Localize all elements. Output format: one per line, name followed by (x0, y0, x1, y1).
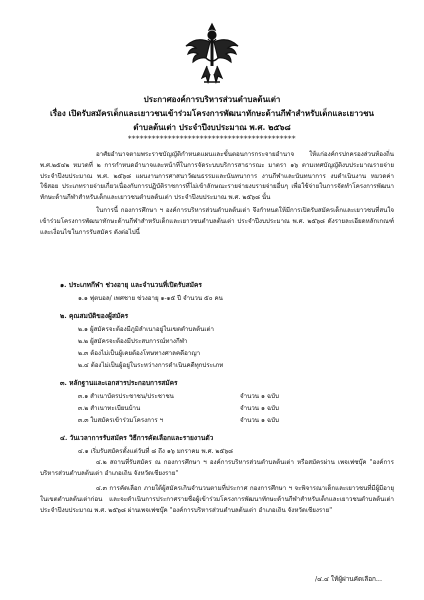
section-3-item-2: ๓.๒ สำเนาทะเบียนบ้าน (78, 405, 141, 412)
section-4-item-2: ๔.๒ สถานที่รับสมัคร ณ กองการศึกษา ฯ องค์การบริหารส่วนตำบลต้นเต่า หรือสมัครผ่าน เพจเฟซบุ๊ค "องค์การบริหารส่วนตำบลต้นเต่า อำเภอเถิน จังหวัดเชียงราย" (40, 459, 394, 477)
continued-on-next-page: /๔.๔ ให้ผู้ผ่านคัดเลือก... (315, 575, 382, 583)
section-2-item-1: ๒.๑ ผู้สมัครจะต้องมีภูมิลำเนาอยู่ในเขตตำบลต้นเต่า (78, 326, 214, 333)
subdistrict-year-line: ตำบลต้นเต่า ประจำปีงบประมาณ พ.ศ. ๒๕๖๘ (133, 122, 291, 132)
section-3-item-3-qty: จำนวน ๑ ฉบับ (240, 417, 279, 424)
section-2-item-2: ๒.๒ ผู้สมัครจะต้องมีประสบการณ์ทางกีฬา (78, 338, 188, 345)
section-4-heading: ๔. วันเวลาการรับสมัคร วิธีการคัดเลือกและรายงานตัว (60, 434, 214, 442)
subject-line: เรื่อง เปิดรับสมัครเด็กและเยาวชนเข้าร่วมโครงการพัฒนาทักษะด้านกีฬาสำหรับเด็กและเยาวชน (50, 108, 374, 118)
section-1-heading: ๑. ประเภทกีฬา ช่วงอายุ และจำนวนที่เปิดรับสมัคร (60, 281, 202, 289)
intro-paragraph-1: อาศัยอำนาจตามพระราชบัญญัติกำหนดแผนและขั้นตอนการกระจายอำนาจ ให้แก่องค์กรปกครองส่วนท้องถิ่น พ.ศ.๒๕๔๒ หมวดที่ ๒ การกำหนดอำนาจและหน้าที่ในการจัดระบบบริการสาธารณะ มาตรา ๑๖ ตามเทศบัญญัติงบประมาณรายจ่ายประจำปีงบประมาณ พ.ศ. ๒๕๖๘ แผนงานการศาสนาวัฒนธรรมและนันทนาการ งานกีฬาและนันทนาการ งบดำเนินงาน หมวดค่าใช้สอย ประเภทรายจ่ายเกี่ยวเนื่องกับการปฏิบัติราชการที่ไม่เข้าลักษณะรายจ่ายงบรายจ่ายอื่นๆ เพื่อใช้จ่ายในการจัดทำโครงการพัฒนาทักษะด้านกีฬาสำหรับเด็กและเยาวชนตำบลต้นเต่า ประจำปีงบประมาณ พ.ศ. ๒๕๖๘ นั้น (40, 151, 394, 202)
section-3-heading: ๓. หลักฐานและเอกสารประกอบการสมัคร (60, 379, 178, 387)
section-2-item-4: ๒.๔ ต้องไม่เป็นผู้อยู่ในระหว่างการดำเนินคดีทุกประเภท (78, 362, 224, 369)
announcement-title (0, 92, 424, 144)
intro-paragraph-2: ในการนี้ กองการศึกษา ฯ องค์การบริหารส่วนตำบลต้นเต่า จึงกำหนดให้มีการเปิดรับสมัครเด็กและเยาวชนที่สนใจเข้าร่วมโครงการพัฒนาทักษะด้านกีฬาสำหรับเด็กและเยาวชนตำบลต้นเต่า ประจำปีงบประมาณ พ.ศ. ๒๕๖๘ ดังรายละเอียดหลักเกณฑ์และเงื่อนไขในการรับสมัคร ดังต่อไปนี้ (40, 206, 394, 236)
section-2-heading: ๒. คุณสมบัติของผู้สมัคร (60, 312, 129, 320)
org-announcement-line: ประกาศองค์การบริหารส่วนตำบลต้นเต่า (143, 94, 281, 104)
intro-block (40, 150, 394, 238)
section-1-item-1: ๑.๑ ฟุตบอล/ เพศชาย ช่วงอายุ ๑-๑๕ ปี จำนวน ๕๐ คน (78, 295, 223, 302)
section-3-item-2-qty: จำนวน ๑ ฉบับ (240, 405, 279, 412)
title-separator: ****************************************** (128, 135, 296, 143)
section-4-item-3: ๔.๓ การคัดเลือก ภายใต้ผู้สมัครเกินจำนวนตามที่ประกาศ กองการศึกษา ฯ จะพิจารณาเด็กและเยาวชนที่มีผู้มีอายุในเขตตำบลต้นเต่าก่อน และจะดำเนินการประกาศรายชื่อผู้เข้าร่วมโครงการพัฒนาทักษะด้านกีฬาสำหรับเด็กและเยาวชนตำบลต้นเต่า ประจำปีงบประมาณ พ.ศ. ๒๕๖๘ ผ่านเพจเฟซบุ๊ค "องค์การบริหารส่วนตำบลต้นเต่า อำเภอเถิน จังหวัดเชียงราย" (40, 485, 394, 514)
section-4-item-1: ๔.๑ เริ่มรับสมัครตั้งแต่วันที่ ๘ ถึง ๑๖ มกราคม พ.ศ. ๒๕๖๘ (78, 448, 233, 455)
section-3-item-1-qty: จำนวน ๑ ฉบับ (240, 393, 279, 400)
section-2-item-3: ๒.๓ ต้องไม่เป็นผู้เคยต้องโทษทางศาลคดีอาญา (78, 350, 201, 357)
garuda-emblem-icon (182, 20, 242, 86)
section-3-item-1: ๓.๑ สำเนาบัตรประชาชน/ประชาชน (78, 393, 174, 400)
section-3-item-3: ๓.๓ ใบสมัครเข้าร่วมโครงการ ฯ (78, 417, 164, 424)
